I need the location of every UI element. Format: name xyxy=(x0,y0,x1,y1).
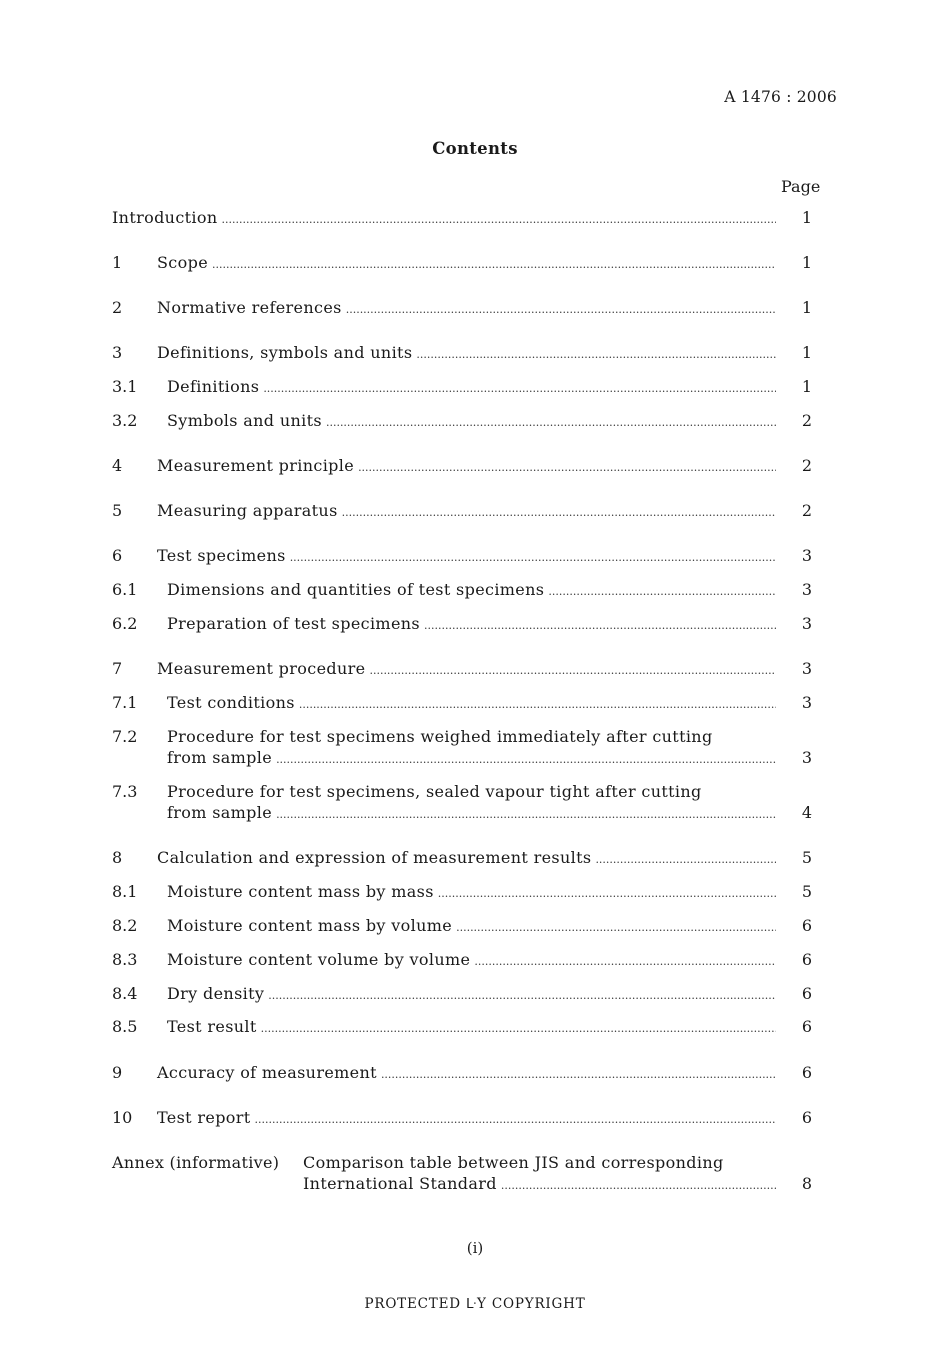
toc-entry-number: 6.1 xyxy=(112,580,138,599)
toc-entry-title: Test conditions xyxy=(167,693,295,712)
toc-entry-page: 6 xyxy=(801,1063,812,1082)
footer-page-number: (i) xyxy=(466,1239,484,1257)
toc-entry[interactable] xyxy=(112,500,822,521)
toc-entry[interactable] xyxy=(112,847,822,868)
toc-entry[interactable] xyxy=(112,1107,822,1128)
toc-entry-page: 2 xyxy=(801,501,812,520)
dot-leader xyxy=(342,502,776,523)
dot-leader xyxy=(299,694,776,715)
toc-entry[interactable] xyxy=(112,545,822,566)
toc-entry-title: Procedure for test specimens, sealed vapour tight after cutting xyxy=(167,782,702,801)
toc-entry-title: Comparison table between JIS and corresponding xyxy=(303,1153,724,1172)
toc-entry[interactable] xyxy=(112,983,822,1004)
toc-entry[interactable] xyxy=(112,881,822,902)
toc-entry-page: 6 xyxy=(801,1108,812,1127)
toc-entry-title: Moisture content volume by volume xyxy=(167,950,471,969)
dot-leader xyxy=(263,378,776,399)
toc-entry-title: from sample xyxy=(167,803,273,822)
page-column-label: Page xyxy=(781,177,821,196)
toc-entry[interactable] xyxy=(112,781,822,823)
toc-entry-title: Measuring apparatus xyxy=(157,501,338,520)
toc-entry[interactable] xyxy=(112,297,822,318)
toc-entry-title: Preparation of test specimens xyxy=(167,614,420,633)
toc-entry-number: 3 xyxy=(112,343,123,362)
dot-leader xyxy=(381,1064,776,1085)
toc-entry-number: 9 xyxy=(112,1063,123,1082)
toc-entry-number: 2 xyxy=(112,298,123,317)
toc-entry-number: 1 xyxy=(112,253,123,272)
toc-entry-title: Symbols and units xyxy=(167,411,322,430)
toc-entry-page: 2 xyxy=(801,456,812,475)
toc-entry-number: 6 xyxy=(112,546,123,565)
toc-entry-page: 6 xyxy=(801,984,812,1003)
toc-entry-page: 3 xyxy=(801,659,812,678)
toc-entry[interactable] xyxy=(112,692,822,713)
dot-leader xyxy=(222,209,776,230)
toc-entry-number: 7 xyxy=(112,659,123,678)
standard-number: A 1476 : 2006 xyxy=(724,88,837,106)
dot-leader xyxy=(276,804,776,825)
dot-leader xyxy=(290,547,776,568)
toc-entry[interactable] xyxy=(112,376,822,397)
dot-leader xyxy=(424,615,776,636)
toc-entry[interactable] xyxy=(112,613,822,634)
toc-entry-number: 3.2 xyxy=(112,411,138,430)
toc-entry[interactable] xyxy=(112,252,822,273)
dot-leader xyxy=(276,749,776,770)
toc-entry-number: 7.2 xyxy=(112,727,138,746)
toc-entry-page: 1 xyxy=(801,298,812,317)
toc-entry[interactable] xyxy=(112,1016,822,1037)
toc-entry-page: 5 xyxy=(801,882,812,901)
toc-entry-title: Scope xyxy=(157,253,209,272)
toc-entry-number: Annex (informative) xyxy=(112,1153,280,1172)
toc-entry-title: Introduction xyxy=(112,208,218,227)
toc-entry-number: 7.1 xyxy=(112,693,138,712)
toc-entry-page: 6 xyxy=(801,916,812,935)
toc-entry-page: 8 xyxy=(801,1174,812,1193)
toc-entry[interactable] xyxy=(112,410,822,431)
toc-entry-number: 8 xyxy=(112,848,123,867)
toc-entry-title: Measurement principle xyxy=(157,456,355,475)
dot-leader xyxy=(456,917,776,938)
toc-entry-number: 8.1 xyxy=(112,882,138,901)
dot-leader xyxy=(369,660,776,681)
dot-leader xyxy=(212,254,776,275)
toc-entry-title: Definitions xyxy=(167,377,260,396)
toc-entry-number: 4 xyxy=(112,456,123,475)
toc-entry-title: Calculation and expression of measurement results xyxy=(157,848,592,867)
dot-leader xyxy=(261,1018,776,1039)
dot-leader xyxy=(346,299,776,320)
toc-entry-page: 1 xyxy=(801,343,812,362)
toc-entry-number: 3.1 xyxy=(112,377,138,396)
toc-entry-number: 8.3 xyxy=(112,950,138,969)
footer-copyright: PROTECTED ᒷY COPYRIGHT xyxy=(364,1296,586,1312)
toc-entry-title: Measurement procedure xyxy=(157,659,366,678)
toc-entry-title: International Standard xyxy=(303,1174,497,1193)
dot-leader xyxy=(326,412,776,433)
toc-entry[interactable] xyxy=(112,658,822,679)
toc-entry-title: Moisture content mass by volume xyxy=(167,916,453,935)
toc-entry[interactable] xyxy=(112,342,822,363)
toc-entry-page: 6 xyxy=(801,950,812,969)
toc-entry[interactable] xyxy=(112,207,822,228)
toc-entry-number: 10 xyxy=(112,1108,133,1127)
toc-entry-page: 3 xyxy=(801,748,812,767)
toc-entry-title: from sample xyxy=(167,748,273,767)
toc-entry-title: Moisture content mass by mass xyxy=(167,882,434,901)
toc-entry-number: 8.5 xyxy=(112,1017,138,1036)
toc-entry-page: 1 xyxy=(801,377,812,396)
toc-entry-page: 2 xyxy=(801,411,812,430)
dot-leader xyxy=(416,344,776,365)
toc-entry-title: Definitions, symbols and units xyxy=(157,343,413,362)
toc-entry-number: 7.3 xyxy=(112,782,138,801)
dot-leader xyxy=(268,985,776,1006)
toc-entry-page: 3 xyxy=(801,693,812,712)
toc-entry[interactable] xyxy=(112,1062,822,1083)
toc-entry-page: 3 xyxy=(801,580,812,599)
dot-leader xyxy=(438,883,776,904)
dot-leader xyxy=(501,1175,776,1196)
toc-entry-page: 1 xyxy=(801,253,812,272)
dot-leader xyxy=(358,457,776,478)
toc-entry-page: 4 xyxy=(801,803,812,822)
toc-entry-number: 5 xyxy=(112,501,123,520)
contents-title: Contents xyxy=(432,139,518,158)
toc-entry-title: Normative references xyxy=(157,298,342,317)
toc-entry-title: Accuracy of measurement xyxy=(157,1063,377,1082)
toc-entry[interactable] xyxy=(112,1152,822,1194)
toc-entry-title: Dry density xyxy=(167,984,265,1003)
toc-entry-number: 8.4 xyxy=(112,984,138,1003)
dot-leader xyxy=(595,849,776,870)
dot-leader xyxy=(548,581,776,602)
toc-entry-page: 5 xyxy=(801,848,812,867)
toc-entry-page: 3 xyxy=(801,614,812,633)
toc-entry-title: Dimensions and quantities of test specimens xyxy=(167,580,545,599)
toc-entry[interactable] xyxy=(112,726,822,768)
dot-leader xyxy=(474,951,776,972)
toc-entry-title: Test report xyxy=(157,1108,251,1127)
toc-entry-number: 8.2 xyxy=(112,916,138,935)
toc-entry[interactable] xyxy=(112,579,822,600)
toc-entry-title: Test result xyxy=(167,1017,257,1036)
toc-entry[interactable] xyxy=(112,949,822,970)
toc-entry-title: Test specimens xyxy=(157,546,286,565)
toc-entry-page: 1 xyxy=(801,208,812,227)
dot-leader xyxy=(255,1109,776,1130)
toc-entry-page: 6 xyxy=(801,1017,812,1036)
toc-entry[interactable] xyxy=(112,455,822,476)
toc-entry-title: Procedure for test specimens weighed immediately after cutting xyxy=(167,727,713,746)
toc-entry[interactable] xyxy=(112,915,822,936)
toc-entry-number: 6.2 xyxy=(112,614,138,633)
toc-entry-page: 3 xyxy=(801,546,812,565)
